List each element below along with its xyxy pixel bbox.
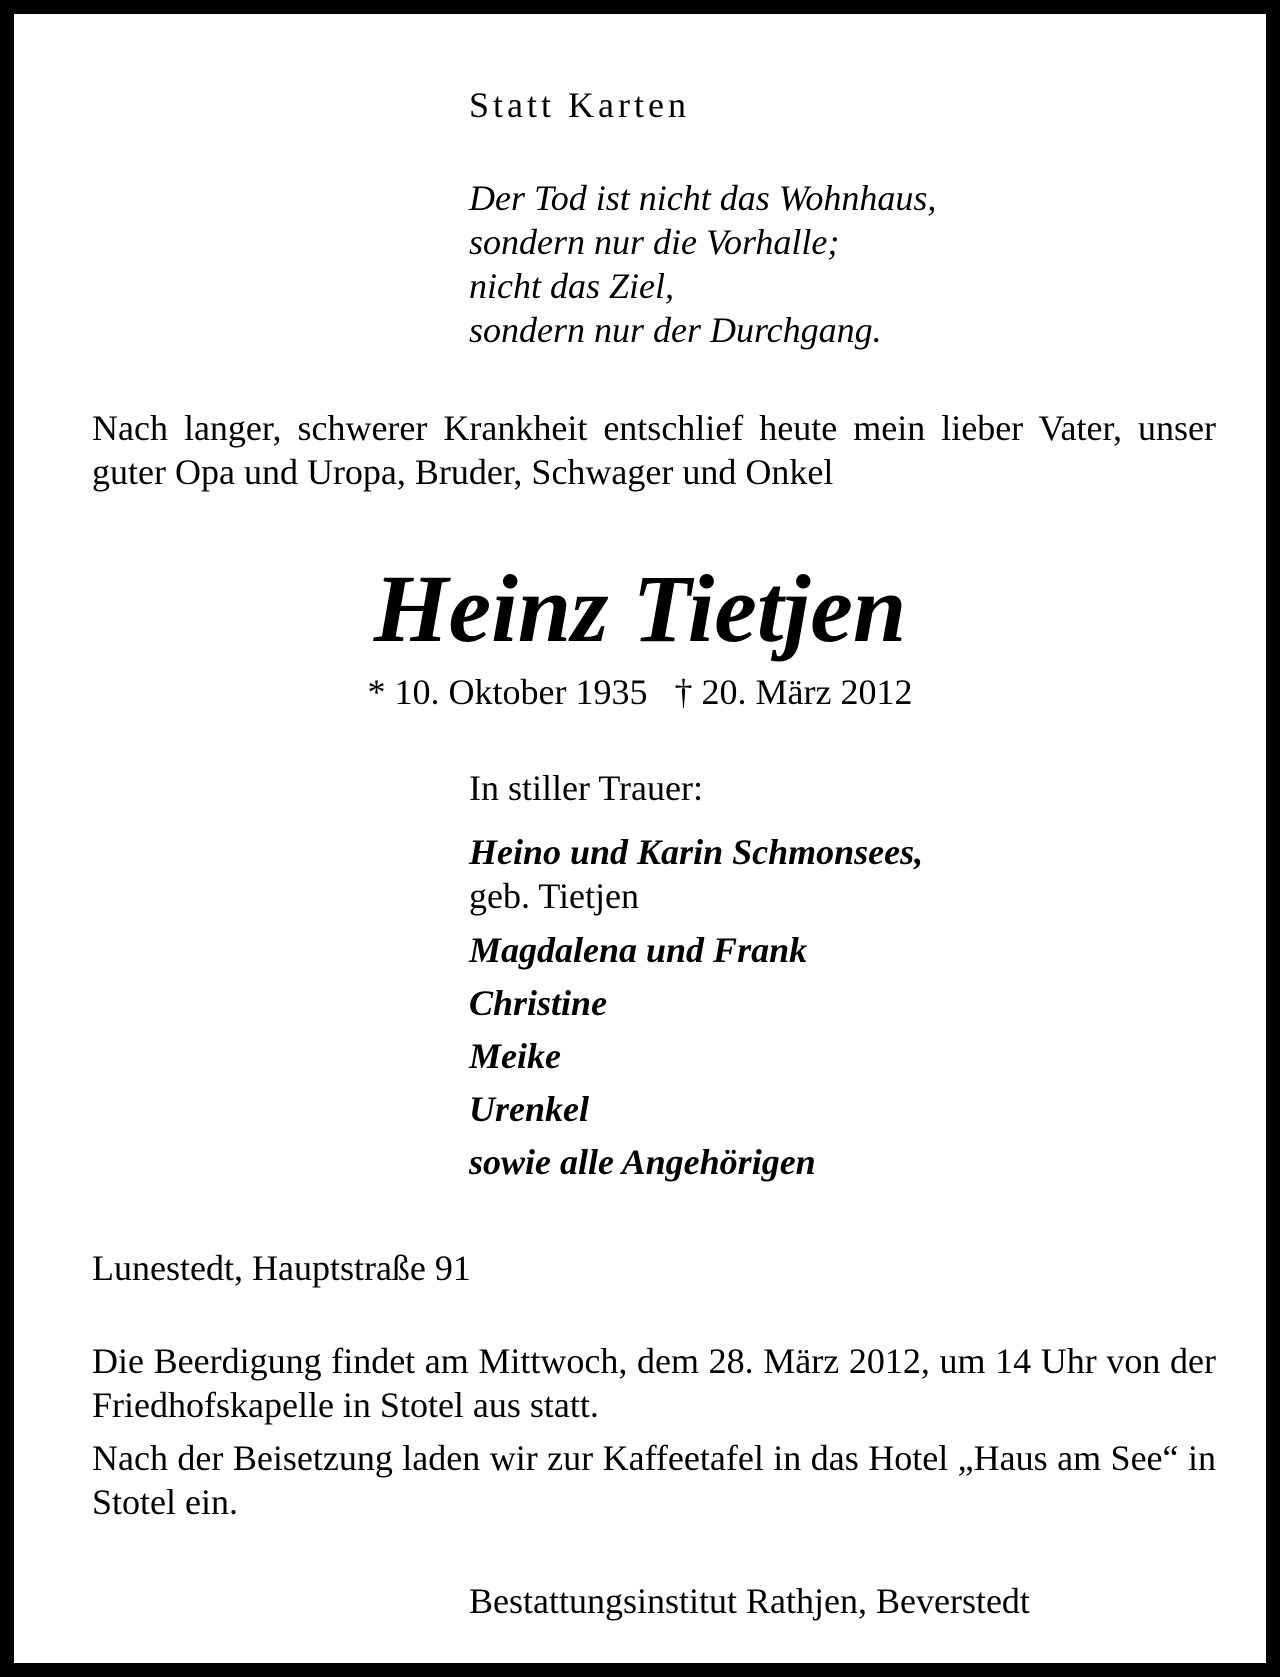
mourner-entry: Magdalena und Frank bbox=[469, 930, 808, 970]
poem-line: nicht das Ziel, bbox=[469, 266, 674, 306]
mourner-entry: Meike bbox=[469, 1036, 561, 1076]
mourners-list bbox=[469, 830, 923, 1184]
intro-paragraph: Nach langer, schwerer Krankheit entschlief heute mein lieber Vater, unser guter Opa und Uropa, Bruder, Schwager und Onkel bbox=[92, 408, 1216, 492]
life-dates bbox=[14, 670, 1266, 714]
funeral-details: Die Beerdigung findet am Mittwoch, dem 28. März 2012, um 14 Uhr von der Friedhofskapelle in Stotel aus statt. bbox=[92, 1341, 1216, 1425]
mourner-maiden-name: geb. Tietjen bbox=[469, 876, 640, 916]
deceased-name: Heinz Tietjen bbox=[373, 555, 907, 662]
statt-karten-heading: Statt Karten bbox=[469, 85, 690, 125]
undertaker: Bestattungsinstitut Rathjen, Beverstedt bbox=[469, 1581, 1030, 1621]
mourner-entry: Urenkel bbox=[469, 1089, 589, 1129]
death-date: † 20. März 2012 bbox=[674, 672, 913, 712]
poem-line: sondern nur der Durchgang. bbox=[469, 310, 882, 350]
birth-date: * 10. Oktober 1935 bbox=[367, 672, 648, 712]
mourner-entry: sowie alle Angehörigen bbox=[469, 1142, 816, 1182]
coffee-invitation: Nach der Beisetzung laden wir zur Kaffeetafel in das Hotel „Haus am See“ in Stotel ein. bbox=[92, 1438, 1216, 1522]
poem-line: Der Tod ist nicht das Wohnhaus, bbox=[469, 178, 937, 218]
mourner-entry: Christine bbox=[469, 983, 608, 1023]
mourning-heading: In stiller Trauer: bbox=[469, 768, 703, 808]
poem-line: sondern nur die Vorhalle; bbox=[469, 222, 840, 262]
poem-quote bbox=[469, 176, 936, 352]
mourner-entry: Heino und Karin Schmonsees, bbox=[469, 832, 924, 872]
address: Lunestedt, Hauptstraße 91 bbox=[92, 1248, 471, 1288]
